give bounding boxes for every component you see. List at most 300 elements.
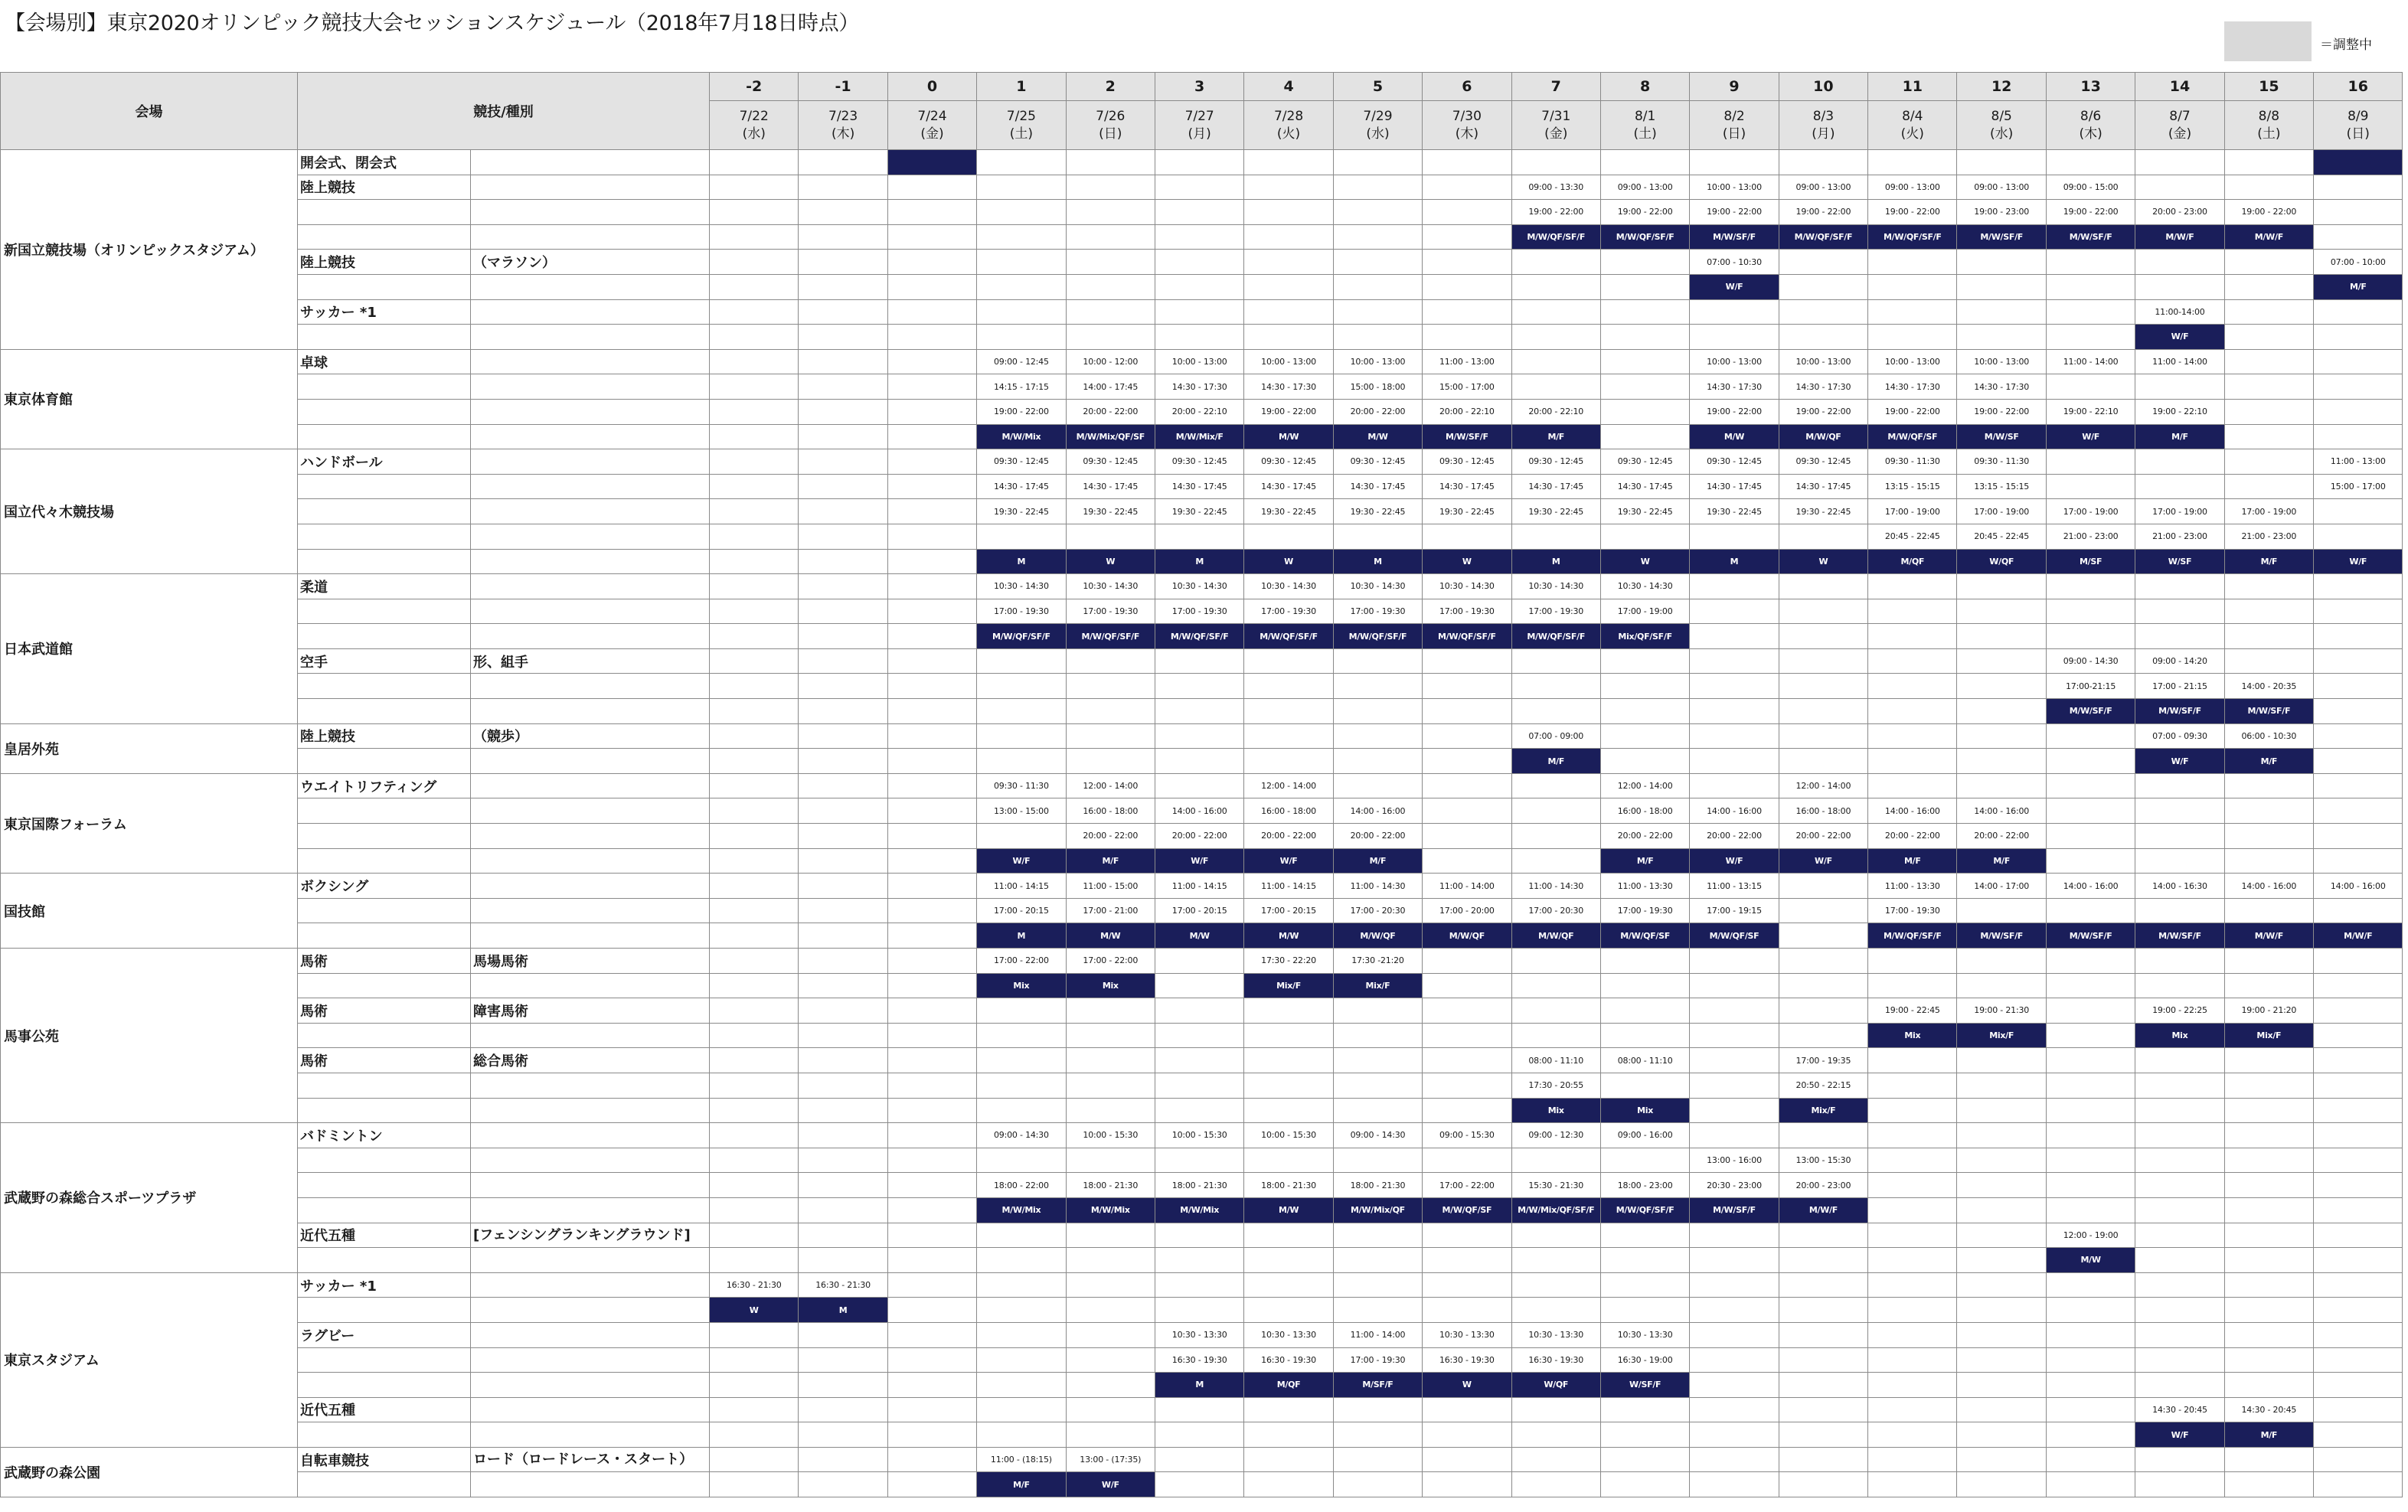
session-time-cell: 19:00 - 22:45	[1868, 998, 1957, 1024]
empty-cell	[1066, 1248, 1155, 1273]
session-time-cell: 20:00 - 22:00	[1600, 824, 1689, 849]
table-row	[1, 1048, 2403, 1073]
empty-cell	[2046, 449, 2135, 475]
empty-cell	[1423, 1472, 1511, 1497]
date-label: 8/6	[2080, 108, 2102, 124]
empty-cell	[2135, 1298, 2224, 1323]
event-name	[471, 1347, 710, 1373]
empty-cell	[710, 424, 799, 449]
session-time-cell: 09:30 - 12:45	[1066, 449, 1155, 475]
event-name: 総合馬術	[471, 1048, 710, 1073]
empty-cell	[710, 1098, 799, 1123]
empty-cell	[1779, 1322, 1867, 1347]
session-time-cell: 18:00 - 21:30	[1244, 1173, 1333, 1198]
session-time-cell: 09:30 - 12:45	[1511, 449, 1600, 475]
medal-session-cell: W/QF	[1957, 549, 2046, 574]
table-row	[1, 1223, 2403, 1248]
session-time-cell: 17:00 - 19:00	[1600, 599, 1689, 624]
empty-cell	[1155, 1447, 1243, 1472]
empty-cell	[710, 1322, 799, 1347]
empty-cell	[1690, 1373, 1779, 1398]
session-time-cell: 14:30 - 17:30	[1779, 374, 1867, 400]
session-time-cell: 19:30 - 22:45	[1423, 499, 1511, 524]
empty-cell	[1066, 1023, 1155, 1048]
empty-cell	[977, 1373, 1066, 1398]
sport-name	[298, 1472, 471, 1497]
sport-name: 陸上競技	[298, 723, 471, 749]
empty-cell	[710, 1148, 799, 1173]
empty-cell	[1155, 1023, 1243, 1048]
table-row	[1, 1148, 2403, 1173]
empty-cell	[799, 998, 887, 1024]
session-time-cell: 14:15 - 17:15	[977, 374, 1066, 400]
table-row	[1, 1472, 2403, 1497]
session-time-cell: 13:00 - 16:00	[1690, 1148, 1779, 1173]
empty-cell	[1779, 1248, 1867, 1273]
session-time-cell: 10:00 - 13:00	[1155, 349, 1243, 374]
empty-cell	[887, 274, 976, 299]
session-time-cell: 09:00 - 14:30	[977, 1123, 1066, 1148]
session-time-cell: 14:30 - 17:45	[977, 474, 1066, 499]
medal-session-cell: M/F	[1511, 424, 1600, 449]
empty-cell	[1600, 424, 1689, 449]
event-name	[471, 574, 710, 599]
empty-cell	[1600, 973, 1689, 998]
table-row	[1, 325, 2403, 350]
empty-cell	[1333, 1397, 1422, 1422]
empty-cell	[1244, 1272, 1333, 1298]
empty-cell	[1333, 648, 1422, 674]
medal-session-cell: M/W/QF	[1779, 424, 1867, 449]
empty-cell	[2224, 399, 2313, 424]
empty-cell	[710, 574, 799, 599]
medal-session-cell: W	[710, 1298, 799, 1323]
weekday-label: (水)	[1366, 126, 1390, 142]
empty-cell	[1779, 299, 1867, 325]
empty-cell	[977, 1298, 1066, 1323]
weekday-label: (火)	[1900, 126, 1924, 142]
empty-cell	[1511, 848, 1600, 874]
empty-cell	[2135, 274, 2224, 299]
weekday-label: (火)	[1276, 126, 1301, 142]
empty-cell	[2314, 1373, 2403, 1398]
empty-cell	[710, 923, 799, 949]
event-name	[471, 973, 710, 998]
empty-cell	[1690, 1422, 1779, 1448]
sport-name: 空手	[298, 648, 471, 674]
medal-session-cell: Mix/F	[2224, 1023, 2313, 1048]
session-time-cell: 11:00 - 13:30	[1600, 874, 1689, 899]
empty-cell	[1690, 1447, 1779, 1472]
empty-cell	[1333, 749, 1422, 774]
empty-cell	[799, 424, 887, 449]
schedule-table	[0, 72, 2403, 1497]
session-time-cell: 11:00 - (18:15)	[977, 1447, 1066, 1472]
empty-cell	[1423, 773, 1511, 798]
empty-cell	[1333, 274, 1422, 299]
event-name	[471, 699, 710, 724]
session-time-cell: 18:00 - 22:00	[977, 1173, 1066, 1198]
medal-session-cell: W/F	[2135, 1422, 2224, 1448]
empty-cell	[1155, 1397, 1243, 1422]
medal-session-cell: M/W	[1155, 923, 1243, 949]
event-name	[471, 1272, 710, 1298]
day-number: 5	[1333, 73, 1422, 101]
empty-cell	[1600, 1472, 1689, 1497]
empty-cell	[710, 723, 799, 749]
medal-session-cell: Mix/QF/SF/F	[1600, 624, 1689, 649]
empty-cell	[887, 1422, 976, 1448]
table-row	[1, 699, 2403, 724]
empty-cell	[1779, 998, 1867, 1024]
medal-session-cell: M/F	[1600, 848, 1689, 874]
session-time-cell: 17:00 - 20:15	[977, 898, 1066, 923]
day-date	[1333, 101, 1422, 150]
empty-cell	[1066, 1373, 1155, 1398]
weekday-label: (水)	[1990, 126, 2014, 142]
empty-cell	[1155, 674, 1243, 699]
empty-cell	[710, 299, 799, 325]
day-number: 10	[1779, 73, 1867, 101]
event-name	[471, 1298, 710, 1323]
empty-cell	[1244, 1248, 1333, 1273]
empty-cell	[1423, 200, 1511, 225]
empty-cell	[1779, 923, 1867, 949]
session-time-cell: 14:00 - 16:00	[1155, 798, 1243, 824]
empty-cell	[1957, 1298, 2046, 1323]
empty-cell	[887, 874, 976, 899]
empty-cell	[1957, 1272, 2046, 1298]
medal-session-cell: Mix/F	[1333, 973, 1422, 998]
empty-cell	[799, 648, 887, 674]
empty-cell	[1600, 349, 1689, 374]
empty-cell	[2046, 1148, 2135, 1173]
empty-cell	[1066, 1073, 1155, 1098]
empty-cell	[1957, 1397, 2046, 1422]
day-date	[1511, 101, 1600, 150]
medal-session-cell: W	[1779, 549, 1867, 574]
empty-cell	[799, 874, 887, 899]
empty-cell	[2046, 250, 2135, 275]
empty-cell	[2224, 1048, 2313, 1073]
empty-cell	[2224, 1272, 2313, 1298]
day-number: 12	[1957, 73, 2046, 101]
session-time-cell: 19:30 - 22:45	[1333, 499, 1422, 524]
empty-cell	[799, 1397, 887, 1422]
session-time-cell: 14:00 - 17:00	[1957, 874, 2046, 899]
empty-cell	[2224, 648, 2313, 674]
session-time-cell: 10:00 - 13:00	[1779, 349, 1867, 374]
event-name	[471, 1197, 710, 1223]
empty-cell	[1244, 998, 1333, 1024]
event-name	[471, 1123, 710, 1148]
empty-cell	[887, 325, 976, 350]
empty-cell	[1511, 973, 1600, 998]
empty-cell	[799, 923, 887, 949]
empty-cell	[710, 549, 799, 574]
medal-session-cell: M/F	[977, 1472, 1066, 1497]
event-name	[471, 200, 710, 225]
medal-session-cell: M/W/SF/F	[2046, 224, 2135, 250]
session-time-cell: 10:00 - 13:00	[1957, 349, 2046, 374]
day-number: -1	[799, 73, 887, 101]
empty-cell	[1600, 325, 1689, 350]
empty-cell	[1066, 723, 1155, 749]
empty-cell	[887, 175, 976, 200]
empty-cell	[977, 1272, 1066, 1298]
session-time-cell: 14:30 - 17:45	[1511, 474, 1600, 499]
empty-cell	[710, 824, 799, 849]
session-time-cell: 17:00 - 19:00	[2224, 499, 2313, 524]
table-row	[1, 150, 2403, 175]
event-name	[471, 624, 710, 649]
empty-cell	[2046, 325, 2135, 350]
sport-name	[298, 524, 471, 549]
day-date	[799, 101, 887, 150]
session-time-cell: 15:30 - 21:30	[1511, 1173, 1600, 1198]
venue-name: 皇居外苑	[1, 723, 298, 773]
empty-cell	[887, 1248, 976, 1273]
event-name	[471, 325, 710, 350]
weekday-label: (土)	[1009, 126, 1034, 142]
empty-cell	[799, 150, 887, 175]
empty-cell	[2314, 349, 2403, 374]
empty-cell	[1333, 1272, 1422, 1298]
session-time-cell: 09:00 - 14:30	[2046, 648, 2135, 674]
venue-name: 日本武道館	[1, 574, 298, 724]
empty-cell	[1690, 1098, 1779, 1123]
session-time-cell: 11:00 - 15:00	[1066, 874, 1155, 899]
table-row	[1, 624, 2403, 649]
empty-cell	[887, 624, 976, 649]
empty-cell	[1423, 699, 1511, 724]
empty-cell	[710, 175, 799, 200]
empty-cell	[1868, 599, 1957, 624]
session-time-cell: 19:00 - 21:20	[2224, 998, 2313, 1024]
empty-cell	[1423, 250, 1511, 275]
table-row	[1, 1248, 2403, 1273]
table-row	[1, 723, 2403, 749]
event-name	[471, 674, 710, 699]
sport-name	[298, 1023, 471, 1048]
empty-cell	[799, 449, 887, 475]
empty-cell	[1511, 1298, 1600, 1323]
sport-name: 馬術	[298, 1048, 471, 1073]
empty-cell	[1244, 674, 1333, 699]
medal-session-cell: M	[977, 549, 1066, 574]
empty-cell	[710, 499, 799, 524]
empty-cell	[1868, 150, 1957, 175]
empty-cell	[1957, 1073, 2046, 1098]
empty-cell	[1600, 274, 1689, 299]
session-time-cell: 20:30 - 23:00	[1690, 1173, 1779, 1198]
empty-cell	[710, 1422, 799, 1448]
session-time-cell: 09:00 - 15:30	[1423, 1123, 1511, 1148]
empty-cell	[2224, 599, 2313, 624]
empty-cell	[799, 1347, 887, 1373]
session-time-cell: 08:00 - 11:10	[1600, 1048, 1689, 1073]
sport-name	[298, 674, 471, 699]
empty-cell	[2314, 599, 2403, 624]
empty-cell	[1690, 524, 1779, 549]
empty-cell	[2046, 1298, 2135, 1323]
empty-cell	[1600, 949, 1689, 974]
empty-cell	[977, 325, 1066, 350]
empty-cell	[799, 973, 887, 998]
medal-session-cell: M/QF	[1868, 549, 1957, 574]
empty-cell	[1333, 250, 1422, 275]
empty-cell	[2135, 150, 2224, 175]
empty-cell	[1155, 250, 1243, 275]
session-time-cell: 16:00 - 18:00	[1244, 798, 1333, 824]
empty-cell	[887, 1197, 976, 1223]
medal-session-cell: W	[1066, 549, 1155, 574]
empty-cell	[1600, 1447, 1689, 1472]
empty-cell	[1868, 749, 1957, 774]
medal-session-cell: W/F	[1690, 848, 1779, 874]
table-row	[1, 299, 2403, 325]
session-time-cell: 16:30 - 19:30	[1244, 1347, 1333, 1373]
session-time-cell: 15:00 - 17:00	[2314, 474, 2403, 499]
session-time-cell: 19:00 - 22:25	[2135, 998, 2224, 1024]
empty-cell	[977, 200, 1066, 225]
session-time-cell: 17:00 - 20:15	[1244, 898, 1333, 923]
empty-cell	[1779, 250, 1867, 275]
medal-session-cell: M/F	[2224, 1422, 2313, 1448]
medal-session-cell: M/W/F	[2224, 224, 2313, 250]
empty-cell	[799, 749, 887, 774]
medal-session-cell: M/W/F	[1779, 1197, 1867, 1223]
empty-cell	[1868, 624, 1957, 649]
empty-cell	[1690, 699, 1779, 724]
empty-cell	[2135, 973, 2224, 998]
empty-cell	[1600, 998, 1689, 1024]
empty-cell	[1155, 1223, 1243, 1248]
table-row	[1, 349, 2403, 374]
session-time-cell: 09:30 - 12:45	[1779, 449, 1867, 475]
empty-cell	[1423, 674, 1511, 699]
session-time-cell: 17:00 - 19:35	[1779, 1048, 1867, 1073]
empty-cell	[1333, 175, 1422, 200]
event-name	[471, 224, 710, 250]
medal-session-cell: M/W	[1244, 1197, 1333, 1223]
table-row	[1, 1322, 2403, 1347]
empty-cell	[1957, 624, 2046, 649]
empty-cell	[1511, 349, 1600, 374]
session-time-cell: 17:00 - 19:30	[977, 599, 1066, 624]
empty-cell	[977, 524, 1066, 549]
empty-cell	[977, 723, 1066, 749]
date-label: 7/31	[1541, 108, 1571, 124]
empty-cell	[2135, 1272, 2224, 1298]
empty-cell	[710, 949, 799, 974]
empty-cell	[2046, 1197, 2135, 1223]
empty-cell	[1779, 1472, 1867, 1497]
event-name	[471, 1422, 710, 1448]
empty-cell	[799, 1223, 887, 1248]
empty-cell	[2314, 424, 2403, 449]
empty-cell	[977, 699, 1066, 724]
empty-cell	[2314, 299, 2403, 325]
empty-cell	[1779, 150, 1867, 175]
empty-cell	[710, 1023, 799, 1048]
event-name: 形、組手	[471, 648, 710, 674]
empty-cell	[2046, 973, 2135, 998]
session-time-cell: 10:30 - 14:30	[1155, 574, 1243, 599]
empty-cell	[799, 1248, 887, 1273]
event-name	[471, 549, 710, 574]
session-time-cell: 14:30 - 17:30	[1155, 374, 1243, 400]
venue-name: 武蔵野の森総合スポーツプラザ	[1, 1123, 298, 1273]
date-label: 7/30	[1452, 108, 1482, 124]
empty-cell	[1333, 325, 1422, 350]
session-time-cell: 14:00 - 16:00	[2224, 874, 2313, 899]
day-number: 6	[1423, 73, 1511, 101]
empty-cell	[977, 1048, 1066, 1073]
medal-session-cell: M/W/SF/F	[1690, 224, 1779, 250]
empty-cell	[1868, 1048, 1957, 1073]
session-time-cell: 11:00 - 13:15	[1690, 874, 1779, 899]
sport-name	[298, 1298, 471, 1323]
event-name	[471, 824, 710, 849]
medal-session-cell: M	[1690, 549, 1779, 574]
empty-cell	[977, 1223, 1066, 1248]
session-time-cell: 09:30 - 12:45	[1600, 449, 1689, 475]
date-label: 8/3	[1812, 108, 1835, 124]
event-name	[471, 848, 710, 874]
empty-cell	[1333, 1223, 1422, 1248]
session-time-cell: 19:30 - 22:45	[1511, 499, 1600, 524]
empty-cell	[977, 224, 1066, 250]
medal-session-cell: Mix	[1600, 1098, 1689, 1123]
table-row	[1, 798, 2403, 824]
empty-cell	[2224, 624, 2313, 649]
table-row	[1, 773, 2403, 798]
medal-session-cell: W	[1600, 549, 1689, 574]
empty-cell	[2224, 250, 2313, 275]
sport-name: 陸上競技	[298, 250, 471, 275]
empty-cell	[2314, 374, 2403, 400]
empty-cell	[1511, 1472, 1600, 1497]
medal-session-cell: W/F	[977, 848, 1066, 874]
empty-cell	[2046, 1073, 2135, 1098]
empty-cell	[2224, 349, 2313, 374]
empty-cell	[1690, 574, 1779, 599]
empty-cell	[2135, 1447, 2224, 1472]
day-number: 9	[1690, 73, 1779, 101]
empty-cell	[1066, 648, 1155, 674]
session-time-cell: 12:00 - 14:00	[1600, 773, 1689, 798]
empty-cell	[1066, 1347, 1155, 1373]
empty-cell	[2046, 723, 2135, 749]
session-time-cell: 11:00 - 14:15	[977, 874, 1066, 899]
empty-cell	[1155, 749, 1243, 774]
empty-cell	[1600, 723, 1689, 749]
medal-session-cell: W/F	[1244, 848, 1333, 874]
empty-cell	[2224, 1472, 2313, 1497]
empty-cell	[1779, 723, 1867, 749]
session-time-cell: 10:00 - 15:30	[1155, 1123, 1243, 1148]
empty-cell	[1244, 150, 1333, 175]
medal-session-cell: M/F	[2135, 424, 2224, 449]
session-time-cell: 09:00 - 12:30	[1511, 1123, 1600, 1148]
empty-cell	[1600, 674, 1689, 699]
empty-cell	[1066, 299, 1155, 325]
date-label: 8/7	[2169, 108, 2191, 124]
empty-cell	[2314, 998, 2403, 1024]
table-row	[1, 274, 2403, 299]
medal-session-cell: M/F	[1868, 848, 1957, 874]
